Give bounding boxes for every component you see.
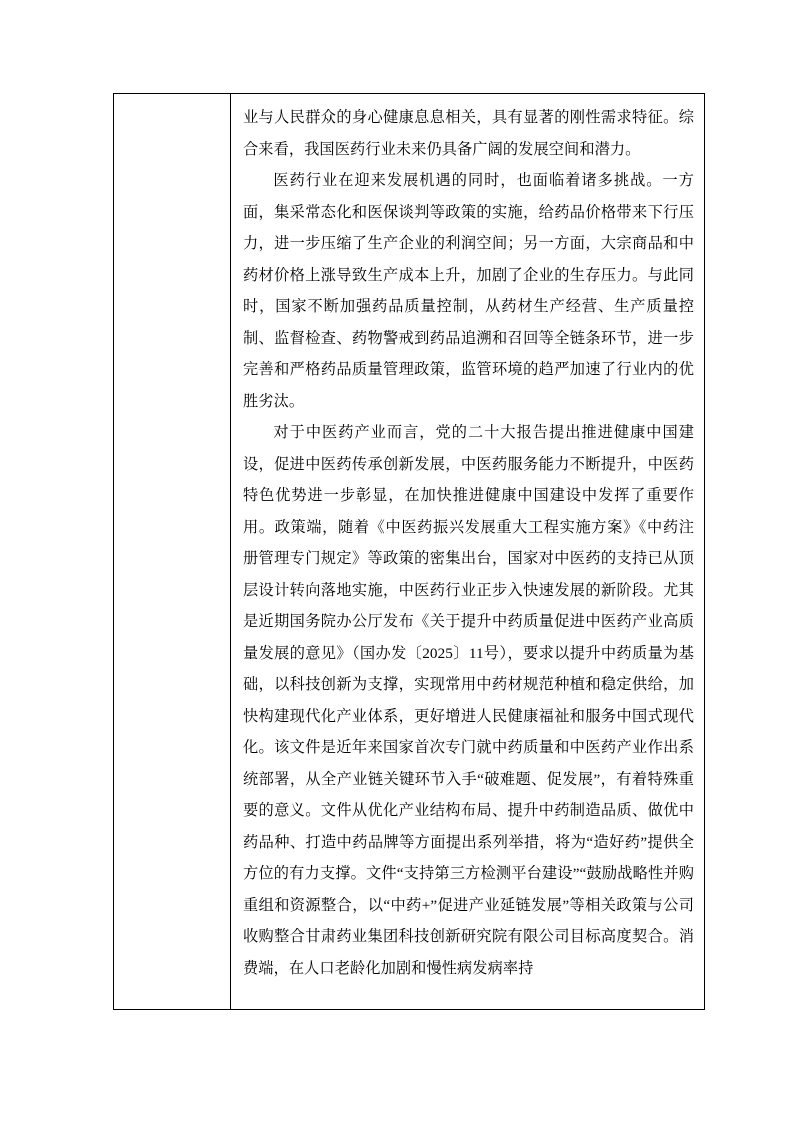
document-table — [113, 93, 705, 1010]
paragraph-3: 对于中医药产业而言，党的二十大报告提出推进健康中国建设，促进中医药传承创新发展，中医药服务能力不断提升，中医药特色优势进一步彰显，在加快推进健康中国建设中发挥了重要作用。政策端，随着《中医药振兴发展重大工程实施方案》《中药注册管理专门规定》等政策的密集出台，国家对中医药的支持已从顶层设计转向落地实施，中医药行业正步入快速发展的新阶段。尤其是近期国务院办公厅发布《关于提升中药质量促进中医药产业高质量发展的意见》（国办发〔2025〕11号），要求以提升中药质量为基础，以科技创新为支撑，实现常用中药材规范种植和稳定供给，加快构建现代化产业体系，更好增进人民健康福祉和服务中国式现代化。该文件是近年来国家首次专门就中药质量和中医药产业作出系统部署，从全产业链关键环节入手“破难题、促发展”，有着特殊重要的意义。文件从优化产业结构布局、提升中药制造品质、做优中药品种、打造中药品牌等方面提出系列举措，将为“造好药”提供全方位的有力支撑。文件“支持第三方检测平台建设”“鼓励战略性并购重组和资源整合，以“中药+”促进产业延链发展”等相关政策与公司收购整合甘肃药业集团科技创新研究院有限公司目标高度契合。消费端，在人口老龄化加剧和慢性病发病率持 — [243, 424, 694, 977]
table-content-cell — [231, 94, 705, 1010]
table-label-cell — [114, 94, 231, 1010]
content-body — [243, 102, 694, 984]
paragraph-1: 业与人民群众的身心健康息息相关，具有显著的刚性需求特征。综合来看，我国医药行业未来仍具备广阔的发展空间和潜力。 — [243, 109, 694, 158]
paragraph-2: 医药行业在迎来发展机遇的同时，也面临着诸多挑战。一方面，集采常态化和医保谈判等政策的实施，给药品价格带来下行压力，进一步压缩了生产企业的利润空间；另一方面，大宗商品和中药材价格上涨导致生产成本上升，加剧了企业的生存压力。与此同时，国家不断加强药品质量控制，从药材生产经营、生产质量控制、监督检查、药物警戒到药品追溯和召回等全链条环节，进一步完善和严格药品质量管理政策，监管环境的趋严加速了行业内的优胜劣汰。 — [243, 172, 694, 410]
table-row — [114, 94, 705, 1010]
